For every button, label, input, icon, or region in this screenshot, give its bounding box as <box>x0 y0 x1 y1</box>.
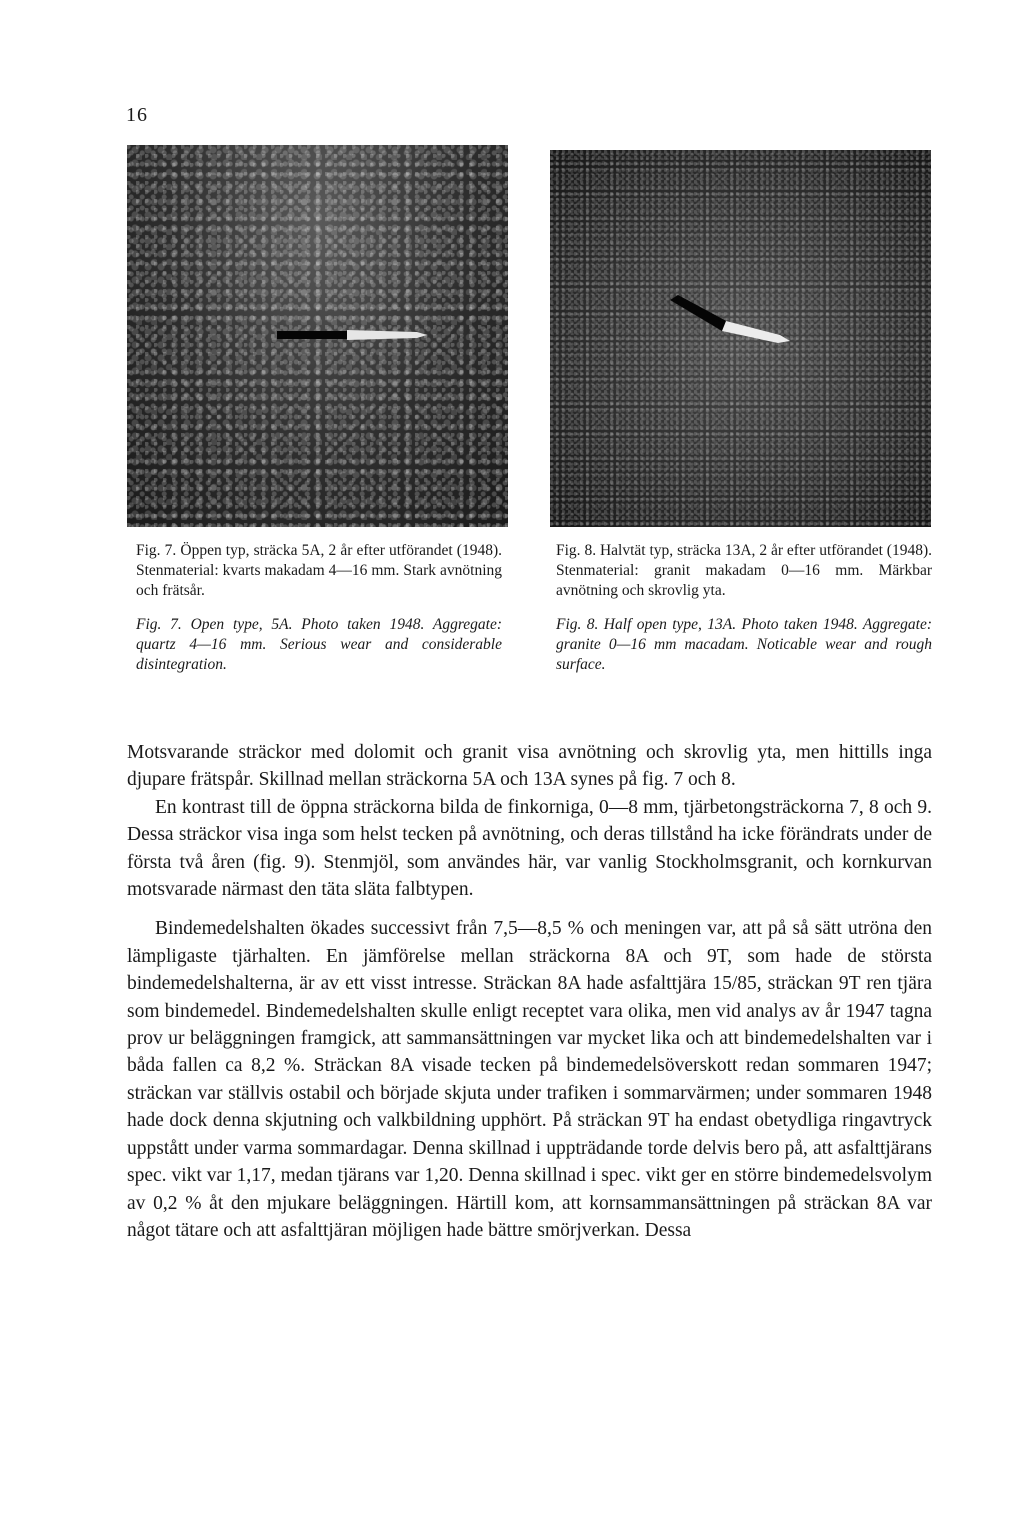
caption-swedish: Fig. 8. Halvtät typ, sträcka 13A, 2 år efter utförandet (1948). Stenmaterial: granit makadam 0—16 mm. Märkbar avnötning och skrovlig yta. <box>556 542 932 599</box>
figure-8-caption <box>556 541 932 675</box>
paragraph: Bindemedelshalten ökades successivt från 7,5—8,5 % och meningen var, att på så sätt utröna den lämpligaste tjärhalten. En jämförelse mellan sträckorna 8A och 9T, som hade de största bindemedelshalterna, är av ett visst intresse. Sträckan 8A hade asfalttjära 15/85, sträckan 9T ren tjära som bindemedel. Bindemedelshalten skulle enligt receptet vara olika, men vid analys av år 1947 tagna prov ur beläggningen framgick, att sammansättningen var mycket lika och att bindemedelshalten var i båda fallen ca 8,2 %. Sträckan 8A visade tecken på bindemedelsöverskott redan sommaren 1947; sträckan var ställvis ostabil och började skjuta under trafiken i sommarvärmen; under sommaren 1948 hade dock denna skjutning och valkbildning upphört. På sträckan 9T ha endast obetydliga ringavtryck uppstått under varma sommardagar. Denna skillnad i uppträdande torde delvis bero på, att asfalttjärans spec. vikt var 1,17, medan tjärans var 1,20. Denna skillnad i spec. vikt ger en större bindemedelsvolym av 0,2 % åt den mjukare beläggningen. Härtill kom, att kornsammansättningen på sträckan 8A var något tätare och att asfalttjäran möjligen hade bättre smörjverkan. Dessa <box>127 918 932 1241</box>
caption-english: Fig. 7. Open type, 5A. Photo taken 1948. Aggregate: quartz 4—16 mm. Serious wear and considerable disintegration. <box>136 616 502 673</box>
paragraph: En kontrast till de öppna sträckorna bilda de finkorniga, 0—8 mm, tjärbetongsträckorna 7, 8 och 9. Dessa sträckor visa inga som helst tecken på avnötning, och deras tillstånd ha icke förändrats under de första två åren (fig. 9). Stenmjöl, som användes här, var vanlig Stockholmsgranit, och kornkurvan motsvarade närmast den täta släta falbtypen. <box>127 796 932 901</box>
body-text <box>127 739 932 1244</box>
figure-8-photo <box>550 150 931 527</box>
paragraph: Motsvarande sträckor med dolomit och granit visa avnötning och skrovlig yta, men hittills inga djupare frätspår. Skillnad mellan sträckorna 5A och 13A synes på fig. 7 och 8. <box>127 742 932 791</box>
caption-swedish: Fig. 7. Öppen typ, sträcka 5A, 2 år efter utförandet (1948). Stenmaterial: kvarts makadam 4—16 mm. Stark avnötning och frätsår. <box>136 542 502 599</box>
knife-icon <box>670 295 790 345</box>
figure-7-caption <box>136 541 502 675</box>
knife-icon <box>277 328 427 342</box>
figure-7-photo <box>127 145 508 527</box>
page-number: 16 <box>126 104 148 126</box>
caption-english: Fig. 8. Half open type, 13A. Photo taken 1948. Aggregate: granite 0—16 mm macadam. Noticable wear and rough surface. <box>556 616 932 673</box>
